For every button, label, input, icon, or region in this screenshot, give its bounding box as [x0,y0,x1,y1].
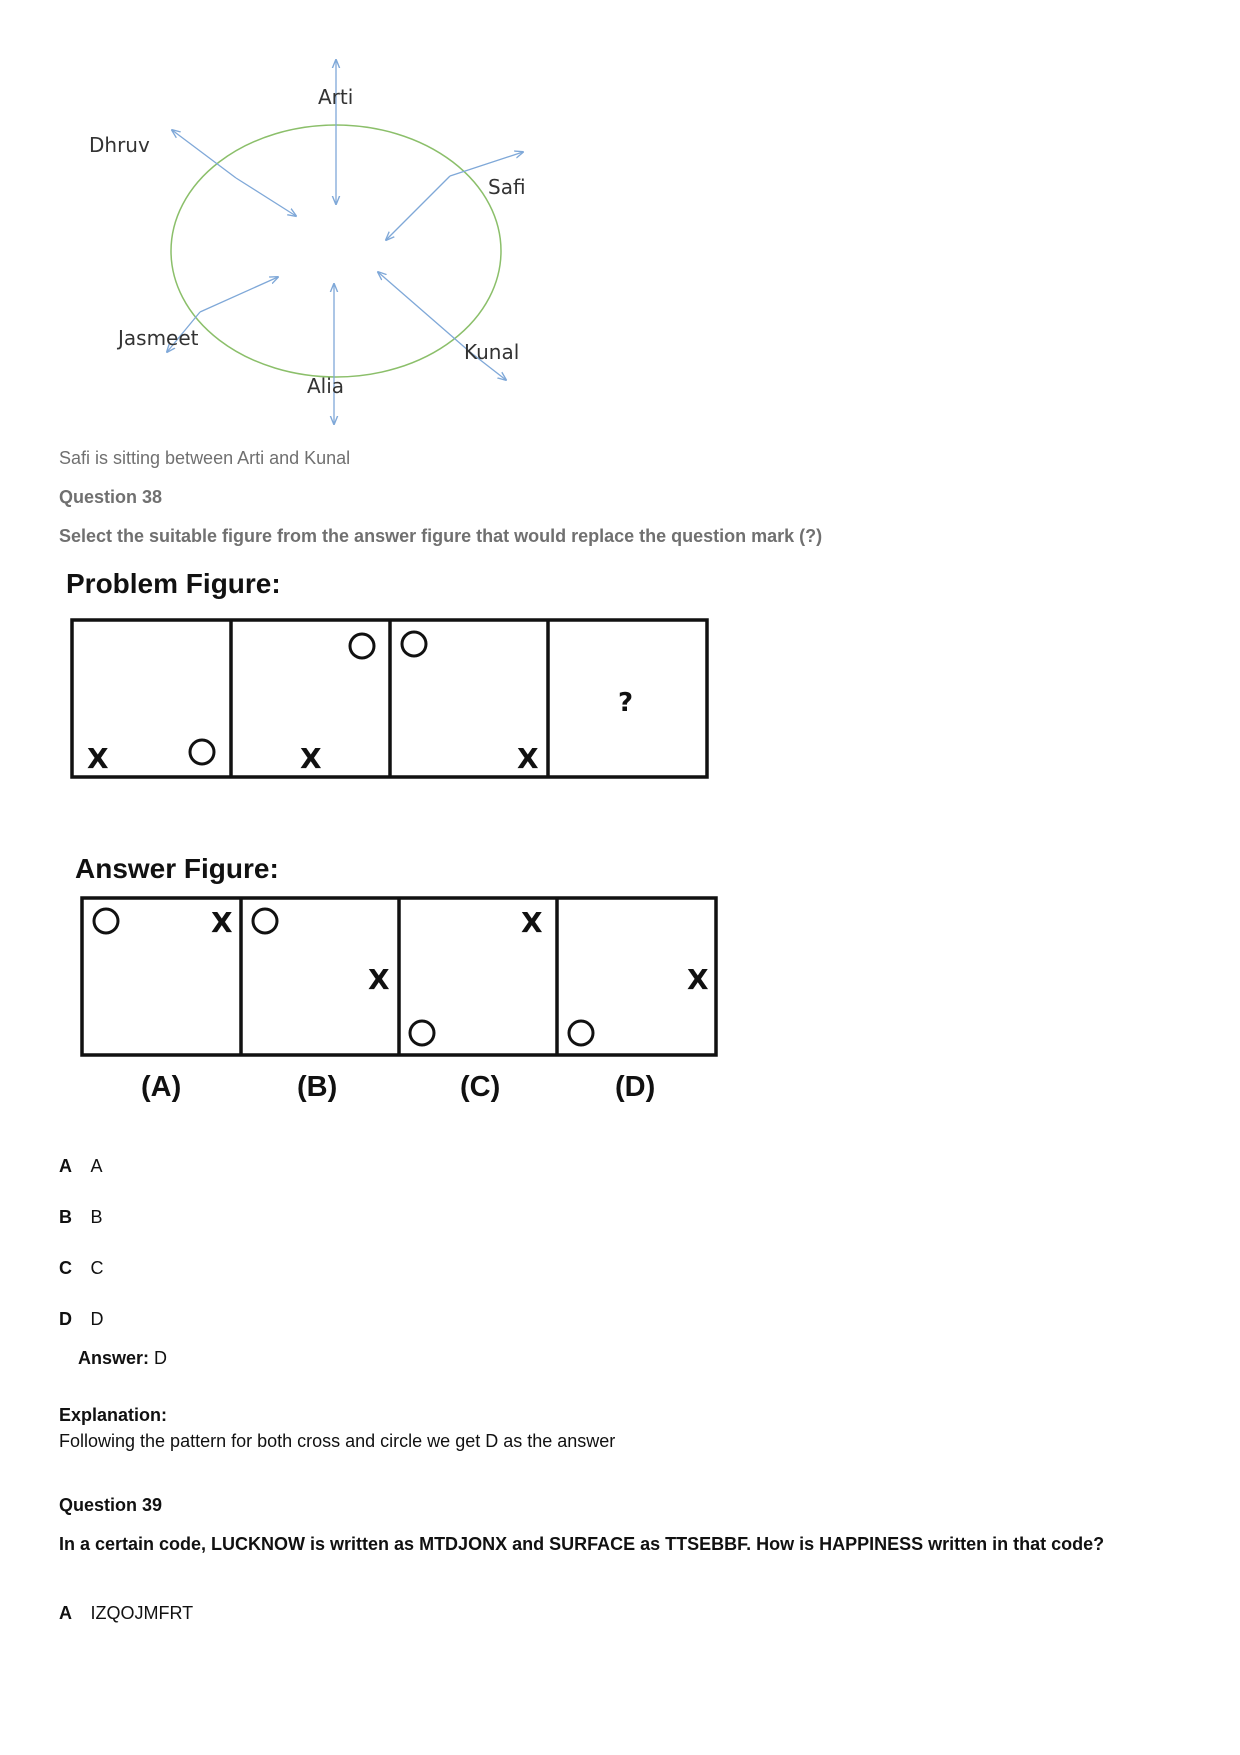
question-38-number: Question 38 [59,487,163,507]
option-text: C [90,1258,104,1278]
q38-option-a[interactable] [59,1156,102,1177]
answer-a-circle [94,909,118,933]
name-alia: Alia [307,374,345,398]
answer-a-cross: X [211,906,233,939]
answer-figure-title: Answer Figure: [75,853,279,884]
answer-c-cross: X [521,906,543,939]
problem-3-cross: X [517,742,539,775]
q38-option-d[interactable] [59,1309,103,1330]
name-dhruv: Dhruv [89,133,150,157]
seating-diagram [0,0,1240,450]
option-letter: A [59,1156,72,1176]
arrow-dhruv [172,130,236,178]
q38-option-c[interactable] [59,1258,103,1279]
problem-2-cross: X [300,742,322,775]
option-letter: A [59,1603,72,1623]
answer-label-a: (A) [141,1071,182,1103]
problem-figure [0,600,1240,800]
question-38-prompt: Select the suitable figure from the answer figure that would replace the question mark (?) [59,526,823,546]
q38-option-b[interactable] [59,1207,102,1228]
q38-answer [78,1348,167,1369]
name-kunal: Kunal [464,340,520,364]
question-39-number: Question 39 [59,1495,163,1515]
name-jasmeet: Jasmeet [118,326,199,350]
option-letter: C [59,1258,72,1278]
arrow-jasmeet-inward [200,277,278,312]
answer-label-d: (D) [615,1071,656,1103]
option-letter: B [59,1207,72,1227]
option-text: IZQOJMFRT [90,1603,194,1623]
option-text: A [90,1156,103,1176]
name-arti: Arti [318,85,354,109]
problem-3-circle [402,632,426,656]
answer-d-cross: X [687,963,709,996]
arrow-safi-inward [386,176,450,240]
answer-label-c: (C) [460,1071,501,1103]
arrow-kunal-inward [378,272,470,352]
answer-value: D [149,1348,168,1368]
problem-2-circle [350,634,374,658]
problem-figure-title: Problem Figure: [66,568,281,599]
q39-option-a[interactable] [59,1603,193,1624]
explanation-label: Explanation: [59,1405,168,1425]
arrow-safi [450,152,523,176]
name-safi: Safi [488,175,526,199]
arrow-dhruv-inward [236,178,296,216]
conclusion-text: Safi is sitting between Arti and Kunal [59,448,351,468]
problem-1-circle [190,740,214,764]
option-letter: D [59,1309,72,1329]
problem-1-cross: X [87,742,109,775]
answer-label-b: (B) [297,1071,338,1103]
answer-figure [0,885,1240,1105]
answer-b-cross: X [368,963,390,996]
problem-4-question-mark: ? [618,688,634,718]
answer-b-circle [253,909,277,933]
option-text: B [90,1207,103,1227]
answer-d-circle [569,1021,593,1045]
question-39-prompt: In a certain code, LUCKNOW is written as MTDJONX and SURFACE as TTSEBBF. How is HAPPINESS written in that code? [59,1534,1105,1554]
answer-c-circle [410,1021,434,1045]
answer-label: Answer: [78,1348,150,1368]
explanation-text: Following the pattern for both cross and circle we get D as the answer [59,1431,616,1451]
option-text: D [90,1309,104,1329]
